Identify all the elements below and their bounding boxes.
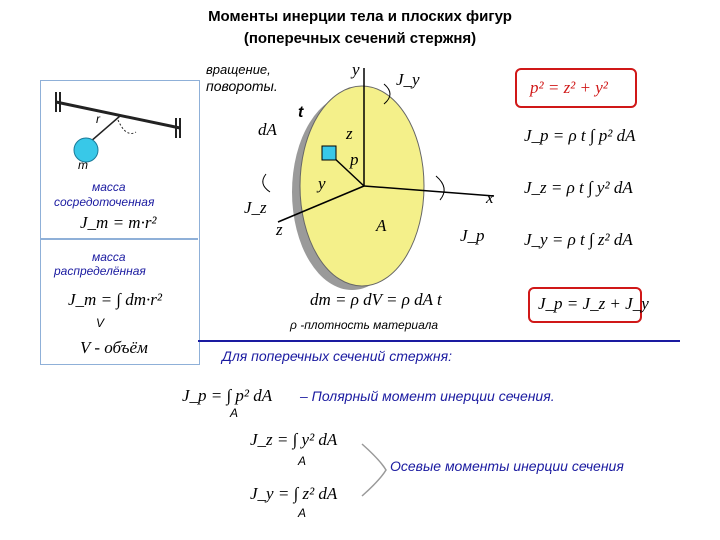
bottom-jz-formula: J_z = ∫ y² dA [250,430,338,449]
volume-label: V - объём [80,338,148,357]
bottom-jp-formula: J_p = ∫ p² dA [182,386,273,405]
t-label: t [298,104,304,121]
x-axis-label: x [486,188,494,207]
page-title-line2: (поперечных сечений стержня) [243,30,477,47]
jy-rho-formula: J_y = ρ t ∫ z² dA [524,230,633,249]
axial-brace [360,440,390,500]
section-heading: Для поперечных сечений стержня: [222,348,453,364]
bottom-jp-int-sub: A [230,406,239,420]
rotation-rod [56,102,180,128]
bottom-jy-formula: J_y = ∫ z² dA [250,484,338,503]
page-title-line1: Моменты инерции тела и плоских фигур [208,8,512,25]
jp-sum-formula: J_p = J_z + J_y [538,294,649,313]
bottom-jz-int-sub: A [298,454,307,468]
formula-distributed: J_m = ∫ dm·r² [68,290,162,309]
area-a-label: A [376,216,387,235]
m-label: m [78,158,88,172]
mass-formula: dm = ρ dV = ρ dA t [310,290,442,309]
section-divider [198,340,680,342]
polar-moment-desc: – Полярный момент инерции сечения. [300,388,555,404]
concentrated-mass-label-1: масса [92,180,126,194]
rotation-label-2: повороты. [206,78,278,94]
axial-moments-desc: Осевые моменты инерции сечения [390,458,624,474]
jp-rotation-arrow [436,176,444,200]
distributed-mass-label-1: масса [92,250,126,264]
jy-label: J_y [396,70,420,89]
distributed-mass-label-2: распределённая [54,264,146,278]
bottom-jy-int-sub: A [298,506,307,520]
y-inner-label: y [318,174,326,193]
jp-rho-formula: J_p = ρ t ∫ p² dA [524,126,636,145]
jz-rotation-arrow [263,174,270,192]
formula-concentrated: J_m = m·r² [80,213,157,232]
z-axis-label: z [276,220,283,239]
jz-rho-formula: J_z = ρ t ∫ y² dA [524,178,633,197]
z-inner-label: z [346,124,353,143]
r-label: r [96,112,100,126]
rotation-arc-icon [118,120,136,134]
jz-label: J_z [244,198,267,217]
y-axis-label: y [352,60,360,79]
density-note: ρ -плотность материала [290,318,439,332]
concentrated-mass-label-2: сосредоточенная [54,195,155,209]
radius-line [90,116,120,142]
dA-label: dA [258,120,277,139]
area-element [322,146,336,160]
p-inner-label: p [350,150,359,169]
p-squared-formula: p² = z² + y² [530,78,608,97]
jp-label: J_p [460,226,485,245]
disk-axes-diagram [236,60,506,310]
integral-sub-v: V [96,316,105,330]
rotation-label-1: вращение, [206,62,271,77]
